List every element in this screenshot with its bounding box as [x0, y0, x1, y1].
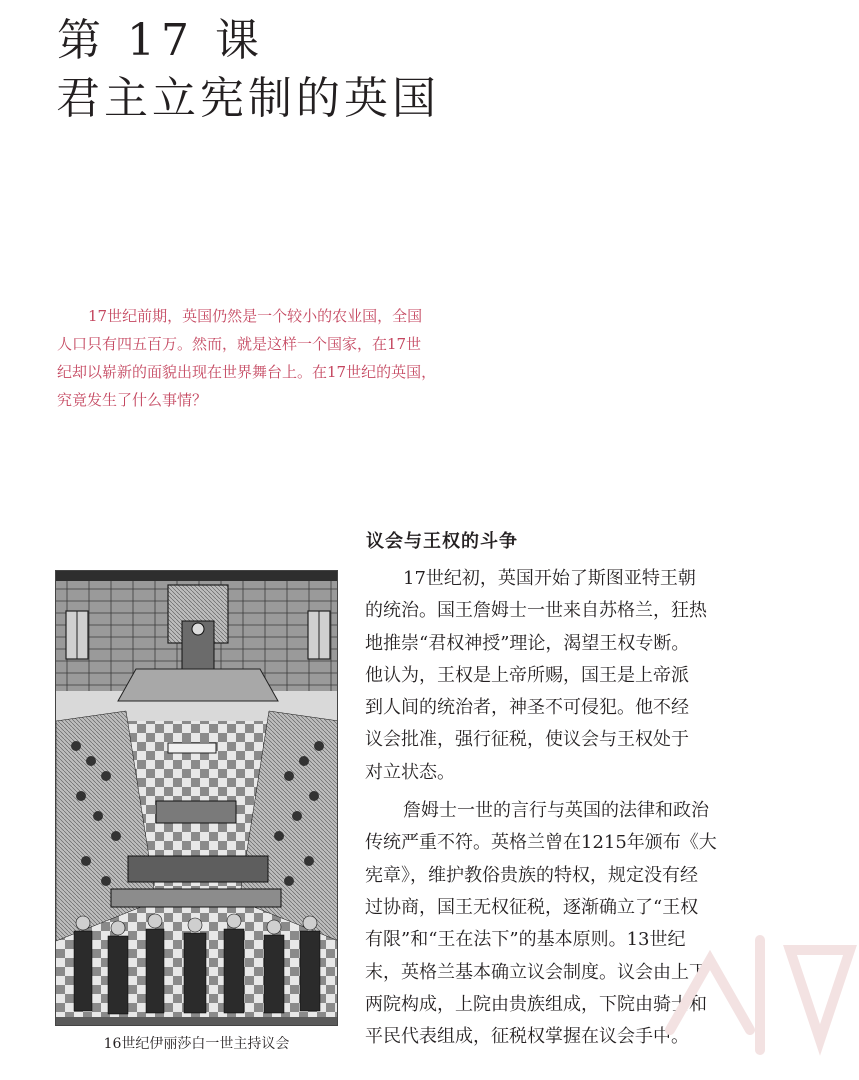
section-heading: 议会与王权的斗争	[366, 531, 518, 552]
para1-line: 的统治。国王詹姆士一世来自苏格兰，狂热	[365, 600, 707, 622]
para2-line: 平民代表组成，征税权掌握在议会手中。	[365, 1026, 689, 1048]
intro-paragraph	[57, 302, 532, 414]
para2-line: 末，英格兰基本确立议会制度。议会由上下	[365, 961, 707, 983]
lesson-number: 第 17 课	[57, 15, 265, 66]
para2-line: 传统严重不符。英格兰曾在1215年颁布《大	[365, 832, 717, 854]
para2-line: 宪章》，维护教俗贵族的特权，规定没有经	[365, 864, 698, 886]
intro-line: 人口只有四五百万。然而，就是这样一个国家，在17世	[57, 335, 422, 353]
body-text	[365, 563, 785, 1053]
intro-line: 17世纪前期，英国仍然是一个较小的农业国，全国	[88, 307, 423, 325]
para1-line: 地推崇“君权神授”理论，渴望王权专断。	[365, 632, 690, 654]
figure-caption: 16世纪伊丽莎白一世主持议会	[103, 1036, 290, 1052]
para2-line: 两院构成，上院由贵族组成，下院由骑士和	[365, 993, 707, 1015]
lesson-title: 君主立宪制的英国	[56, 73, 440, 124]
para2-line: 詹姆士一世的言行与英国的法律和政治	[403, 800, 709, 822]
engraving-illustration	[56, 571, 338, 1026]
para2-line: 有限”和“王在法下”的基本原则。13世纪	[365, 929, 686, 951]
para1-line: 议会批准，强行征税，使议会与王权处于	[365, 729, 689, 751]
para1-line: 对立状态。	[365, 761, 455, 783]
parliament-engraving	[55, 570, 338, 1026]
para1-line: 到人间的统治者，神圣不可侵犯。他不经	[365, 697, 689, 719]
para2-line: 过协商，国王无权征税，逐渐确立了“王权	[365, 896, 699, 918]
intro-line: 究竟发生了什么事情？	[57, 391, 208, 409]
para1-line: 他认为，王权是上帝所赐，国王是上帝派	[365, 664, 689, 686]
para1-line: 17世纪初，英国开始了斯图亚特王朝	[403, 568, 696, 589]
intro-line: 纪却以崭新的面貌出现在世界舞台上。在17世纪的英国，	[57, 363, 437, 381]
